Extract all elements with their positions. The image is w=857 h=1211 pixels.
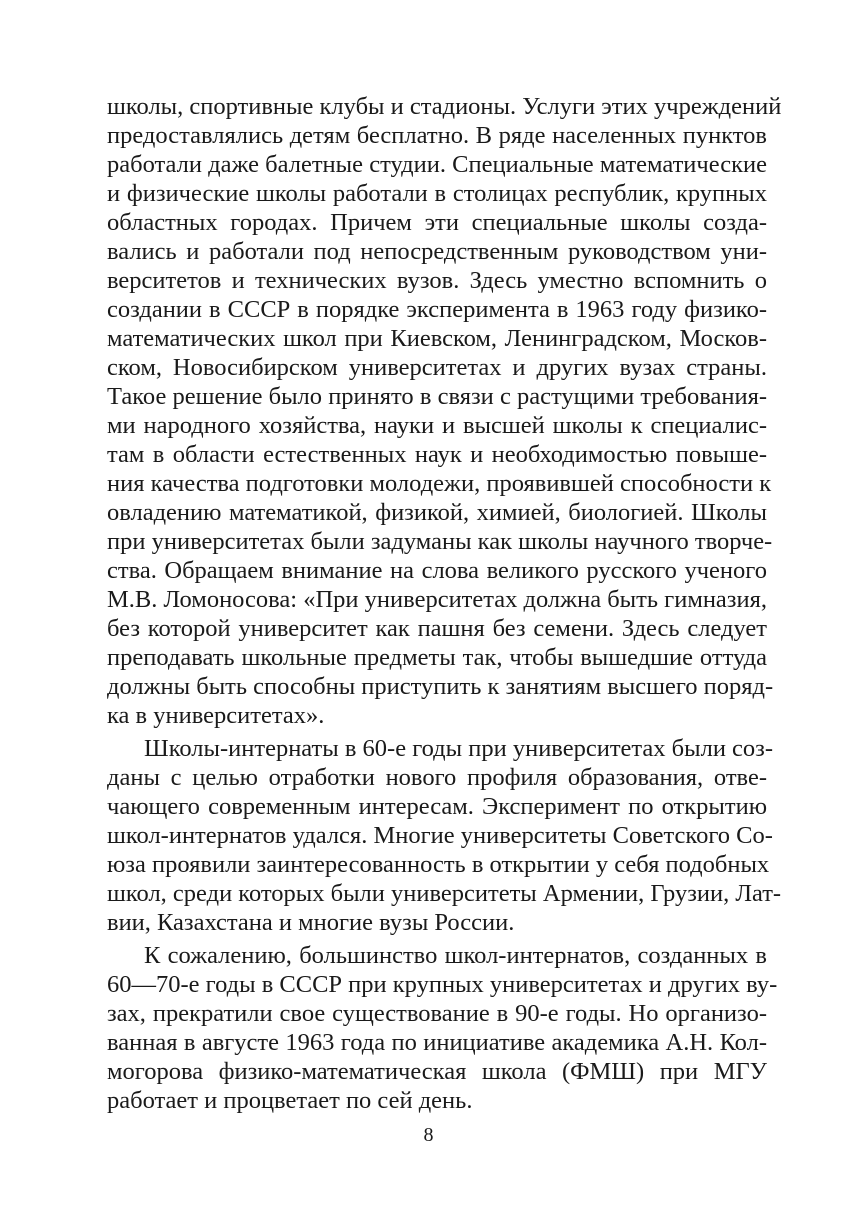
paragraph-1: [107, 92, 782, 730]
text-line: школ-интернатов удался. Многие университеты Советского Со-: [107, 822, 773, 849]
text-line: должны быть способны приступить к занятиям высшего поряд-: [107, 673, 774, 700]
text-line: овладению математикой, физикой, химией, биологией. Школы: [107, 499, 767, 526]
text-line: Школы-интернаты в 60-е годы при университетах были соз-: [144, 735, 774, 762]
text-line: работали даже балетные студии. Специальные математические: [107, 151, 767, 178]
body-text: [107, 92, 782, 1115]
text-line: М.В. Ломоносова: «При университетах должна быть гимназия,: [107, 586, 767, 613]
text-line: при университетах были задуманы как школы научного творче-: [107, 528, 773, 555]
text-line: предоставлялись детям бесплатно. В ряде населенных пунктов: [107, 122, 767, 149]
text-line: ния качества подготовки молодежи, проявившей способности к: [107, 470, 772, 497]
text-line: вии, Казахстана и многие вузы России.: [107, 909, 515, 936]
text-line: даны с целью отработки нового профиля образования, отве-: [107, 764, 767, 791]
text-line: математических школ при Киевском, Ленинградском, Москов-: [107, 325, 767, 352]
text-line: К сожалению, большинство школ-интернатов, созданных в: [144, 942, 767, 969]
text-line: ства. Обращаем внимание на слова великого русского ученого: [107, 557, 767, 584]
text-line: ванная в августе 1963 года по инициативе академика А.Н. Кол-: [107, 1029, 767, 1056]
text-line: 60—70-е годы в СССР при крупных университетах и других ву-: [107, 971, 778, 998]
text-line: могорова физико-математическая школа (ФМШ) при МГУ: [107, 1058, 767, 1085]
text-line: работает и процветает по сей день.: [107, 1087, 473, 1114]
text-line: вались и работали под непосредственным руководством уни-: [107, 238, 767, 265]
text-line: ском, Новосибирском университетах и других вузах страны.: [107, 354, 767, 381]
text-line: школ, среди которых были университеты Армении, Грузии, Лат-: [107, 880, 782, 907]
text-line: чающего современным интересам. Эксперимент по открытию: [107, 793, 767, 820]
text-line: без которой университет как пашня без семени. Здесь следует: [107, 615, 767, 642]
text-line: областных городах. Причем эти специальные школы созда-: [107, 209, 767, 236]
text-line: школы, спортивные клубы и стадионы. Услуги этих учреждений: [107, 93, 782, 120]
text-line: там в области естественных наук и необходимостью повыше-: [107, 441, 767, 468]
paragraph-2: [107, 734, 782, 937]
text-line: зах, прекратили свое существование в 90-е годы. Но организо-: [107, 1000, 767, 1027]
text-line: верситетов и технических вузов. Здесь уместно вспомнить о: [107, 267, 767, 294]
text-line: преподавать школьные предметы так, чтобы вышедшие оттуда: [107, 644, 767, 671]
text-line: юза проявили заинтересованность в открытии у себя подобных: [107, 851, 770, 878]
text-line: и физические школы работали в столицах республик, крупных: [107, 180, 767, 207]
text-line: ка в университетах».: [107, 702, 325, 729]
page-number: 8: [423, 1124, 434, 1146]
text-line: создании в СССР в порядке эксперимента в 1963 году физико-: [107, 296, 767, 323]
text-line: ми народного хозяйства, науки и высшей школы к специалис-: [107, 412, 767, 439]
paragraph-3: [107, 941, 778, 1115]
text-line: Такое решение было принято в связи с растущими требования-: [107, 383, 767, 410]
